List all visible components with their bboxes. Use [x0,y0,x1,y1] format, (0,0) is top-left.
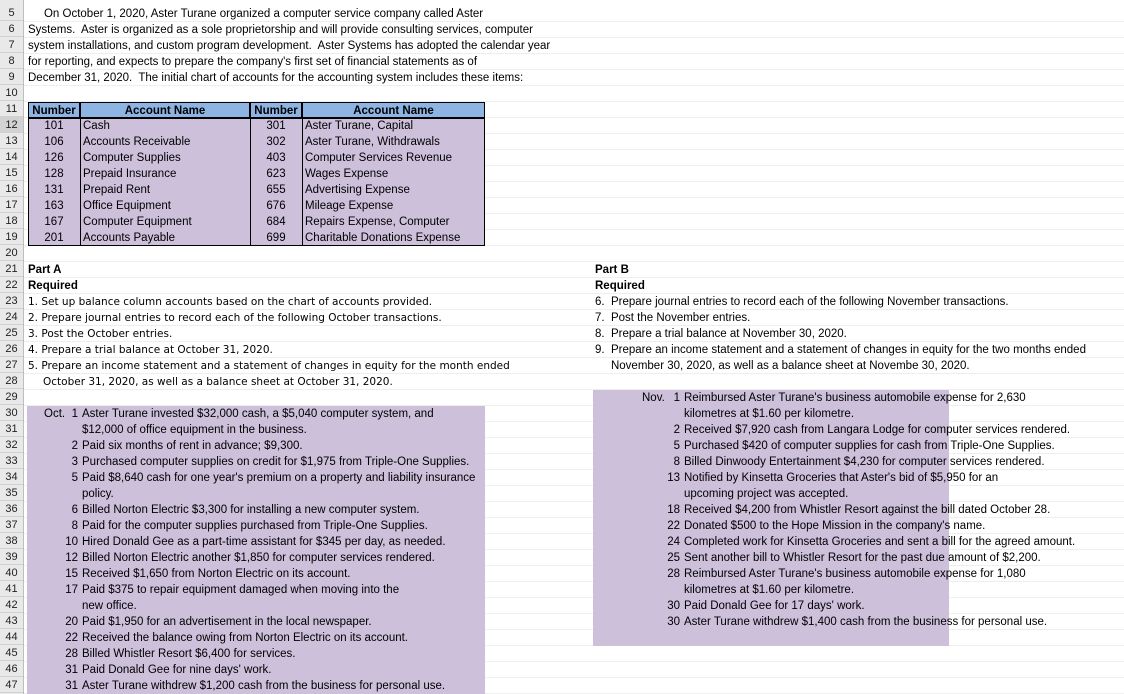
row-number[interactable]: 41 [0,581,23,597]
transaction-text: Billed Norton Electric $3,300 for installing a new computer system. [82,504,420,516]
account-number: 699 [266,232,286,244]
part-a-item: 3. Post the October entries. [28,328,173,340]
transaction-text: Sent another bill to Whistler Resort for the past due amount of $2,200. [684,552,1041,564]
row-number[interactable]: 17 [0,197,23,213]
account-number: 302 [266,136,286,148]
intro-line: system installations, and custom program development. Aster Systems has adopted the calendar year [28,40,551,52]
october-month-label: Oct. [44,408,66,420]
transaction-text: Completed work for Kinsetta Groceries and sent a bill for the agreed amount. [684,536,1076,548]
account-name: Prepaid Rent [83,184,151,196]
part-b-item: November 30, 2020, as well as a balance sheet at Novembe 30, 2020. [595,360,970,372]
transaction-day: 2 [673,424,680,436]
transaction-day: 12 [65,552,78,564]
row-number[interactable]: 18 [0,213,23,229]
part-a-item: 2. Prepare journal entries to record each of the following October transactions. [28,312,442,324]
row-number[interactable]: 46 [0,661,23,677]
transaction-text: Billed Dinwoody Entertainment $4,230 for computer services rendered. [684,456,1045,468]
transaction-text: Received $4,200 from Whistler Resort against the bill dated October 28. [684,504,1051,516]
row-number[interactable]: 27 [0,357,23,373]
account-number: 403 [266,152,286,164]
account-number: 676 [266,200,286,212]
transaction-day: 10 [65,536,78,548]
intro-line: for reporting, and expects to prepare the company's first set of financial statements as of [28,56,478,68]
coa-header-number: Number [250,102,302,118]
row-number[interactable]: 15 [0,165,23,181]
part-b-item: 8. Prepare a trial balance at November 30, 2020. [595,328,847,340]
row-number[interactable]: 22 [0,277,23,293]
part-a-item: 4. Prepare a trial balance at October 31, 2020. [28,344,273,356]
row-number[interactable]: 24 [0,309,23,325]
transaction-text: kilometres at $1.60 per kilometre. [684,408,855,420]
transaction-day: 6 [71,504,78,516]
row-number[interactable]: 9 [0,69,23,85]
row-number[interactable]: 32 [0,437,23,453]
part-b-item: 6. Prepare journal entries to record each of the following November transactions. [595,296,1009,308]
account-number: 655 [266,184,286,196]
transaction-day: 5 [673,440,680,452]
row-number[interactable]: 16 [0,181,23,197]
coa-header-account-name: Account Name [80,102,250,118]
transaction-text: Received $1,650 from Norton Electric on its account. [82,568,351,580]
row-number[interactable]: 25 [0,325,23,341]
transaction-text: Donated $500 to the Hope Mission in the company's name. [684,520,986,532]
part-a-item: October 31, 2020, as well as a balance sheet at October 31, 2020. [43,376,393,388]
transaction-day: 1 [71,408,78,420]
row-number[interactable]: 28 [0,373,23,389]
account-number: 128 [44,168,64,180]
transaction-text: Reimbursed Aster Turane's business automobile expense for 2,630 [684,392,1026,404]
part-a-title: Part A [28,264,62,276]
transaction-day: 13 [667,472,680,484]
transaction-text: new office. [82,600,137,612]
row-number[interactable]: 45 [0,645,23,661]
row-number[interactable]: 6 [0,21,23,37]
transaction-day: 3 [71,456,78,468]
row-headers [0,0,24,694]
account-number: 101 [44,120,64,132]
coa-column-divider [302,118,303,246]
transaction-day: 24 [667,536,680,548]
transaction-day: 22 [65,632,78,644]
row-number[interactable]: 36 [0,501,23,517]
transaction-text: Reimbursed Aster Turane's business automobile expense for 1,080 [684,568,1026,580]
row-number[interactable]: 47 [0,677,23,693]
row-number[interactable]: 8 [0,53,23,69]
transaction-text: Received $7,920 cash from Langara Lodge for computer services rendered. [684,424,1071,436]
coa-header-account-name: Account Name [302,102,485,118]
transaction-day: 28 [65,648,78,660]
transaction-day: 15 [65,568,78,580]
account-number: 623 [266,168,286,180]
transaction-text: Aster Turane withdrew $1,200 cash from the business for personal use. [82,680,446,692]
transaction-text: Paid Donald Gee for 17 days' work. [684,600,865,612]
account-number: 684 [266,216,286,228]
transaction-day: 17 [65,584,78,596]
account-name: Office Equipment [83,200,172,212]
account-number: 126 [44,152,64,164]
transaction-day: 8 [71,520,78,532]
transaction-day: 1 [673,392,680,404]
row-number[interactable]: 14 [0,149,23,165]
coa-header-number: Number [28,102,80,118]
row-number[interactable]: 23 [0,293,23,309]
row-number[interactable]: 43 [0,613,23,629]
november-month-label: Nov. [642,392,665,404]
transaction-text: Aster Turane withdrew $1,400 cash from the business for personal use. [684,616,1048,628]
account-name: Accounts Receivable [83,136,191,148]
transaction-text: Paid for the computer supplies purchased from Triple-One Supplies. [82,520,428,532]
row-number[interactable]: 30 [0,405,23,421]
account-number: 301 [266,120,286,132]
row-number[interactable]: 39 [0,549,23,565]
transaction-text: Billed Whistler Resort $6,400 for services. [82,648,296,660]
intro-line: On October 1, 2020, Aster Turane organized a computer service company called Aster [28,8,484,20]
part-a-required: Required [28,280,78,292]
part-b-item: 9. Prepare an income statement and a statement of changes in equity for the two months ended [595,344,1086,356]
row-number[interactable]: 37 [0,517,23,533]
row-number[interactable]: 10 [0,85,23,101]
account-name: Computer Equipment [83,216,192,228]
transaction-text: Purchased $420 of computer supplies for cash from Triple-One Supplies. [684,440,1055,452]
transaction-day: 28 [667,568,680,580]
part-a-item: 5. Prepare an income statement and a statement of changes in equity for the month ended [28,360,510,372]
grid-line [24,277,1124,278]
row-number[interactable]: 33 [0,453,23,469]
transaction-text: Billed Norton Electric another $1,850 for computer services rendered. [82,552,435,564]
row-number[interactable]: 5 [0,5,23,21]
transaction-text: Paid Donald Gee for nine days' work. [82,664,272,676]
account-name: Repairs Expense, Computer [305,216,450,228]
account-name: Prepaid Insurance [83,168,177,180]
transaction-text: upcoming project was accepted. [684,488,849,500]
transaction-day: 20 [65,616,78,628]
row-number[interactable]: 11 [0,101,23,117]
transaction-text: $12,000 of office equipment in the business. [82,424,307,436]
account-number: 167 [44,216,64,228]
account-name: Charitable Donations Expense [305,232,461,244]
transaction-text: Purchased computer supplies on credit for $1,975 from Triple-One Supplies. [82,456,470,468]
transaction-text: Paid $1,950 for an advertisement in the local newspaper. [82,616,372,628]
row-number[interactable]: 29 [0,389,23,405]
transaction-text: policy. [82,488,114,500]
row-number[interactable]: 7 [0,37,23,53]
part-b-required: Required [595,280,645,292]
row-number[interactable]: 13 [0,133,23,149]
account-name: Mileage Expense [305,200,394,212]
row-number[interactable]: 26 [0,341,23,357]
transaction-day: 30 [667,600,680,612]
account-name: Advertising Expense [305,184,410,196]
coa-column-divider [80,118,81,246]
account-name: Computer Supplies [83,152,181,164]
intro-line: Systems. Aster is organized as a sole proprietorship and will provide consulting services, computer [28,24,533,36]
row-number[interactable]: 20 [0,245,23,261]
row-number[interactable]: 38 [0,533,23,549]
account-name: Wages Expense [305,168,389,180]
part-a-item: 1. Set up balance column accounts based on the chart of accounts provided. [28,296,433,308]
account-name: Aster Turane, Capital [305,120,414,132]
account-name: Aster Turane, Withdrawals [305,136,440,148]
row-number[interactable]: 31 [0,421,23,437]
transaction-text: Received the balance owing from Norton Electric on its account. [82,632,408,644]
account-number: 163 [44,200,64,212]
row-number[interactable]: 35 [0,485,23,501]
row-number[interactable]: 21 [0,261,23,277]
account-number: 106 [44,136,64,148]
transaction-day: 2 [71,440,78,452]
part-b-title: Part B [595,264,629,276]
transaction-text: Notified by Kinsetta Groceries that Aster's bid of $5,950 for an [684,472,999,484]
transaction-day: 22 [667,520,680,532]
account-name: Computer Services Revenue [305,152,453,164]
grid-line [24,261,1124,262]
part-b-item: 7. Post the November entries. [595,312,751,324]
intro-line: December 31, 2020. The initial chart of accounts for the accounting system includes these items: [28,72,524,84]
row-number[interactable]: 34 [0,469,23,485]
account-number: 201 [44,232,64,244]
account-name: Accounts Payable [83,232,176,244]
transaction-text: Aster Turane invested $32,000 cash, a $5,040 computer system, and [82,408,434,420]
row-number[interactable]: 44 [0,629,23,645]
transaction-text: Paid six months of rent in advance; $9,300. [82,440,303,452]
transaction-day: 5 [71,472,78,484]
transaction-day: 18 [667,504,680,516]
row-number[interactable]: 40 [0,565,23,581]
transaction-text: kilometres at $1.60 per kilometre. [684,584,855,596]
transaction-text: Paid $375 to repair equipment damaged when moving into the [82,584,400,596]
account-number: 131 [44,184,64,196]
account-name: Cash [83,120,110,132]
transaction-text: Paid $8,640 cash for one year's premium on a property and liability insurance [82,472,476,484]
transaction-day: 8 [673,456,680,468]
transaction-day: 31 [65,680,78,692]
row-number[interactable]: 19 [0,229,23,245]
row-number[interactable]: 12 [0,117,23,133]
transaction-day: 30 [667,616,680,628]
transaction-day: 25 [667,552,680,564]
transaction-day: 31 [65,664,78,676]
row-number[interactable]: 42 [0,597,23,613]
transaction-text: Hired Donald Gee as a part-time assistant for $345 per day, as needed. [82,536,446,548]
